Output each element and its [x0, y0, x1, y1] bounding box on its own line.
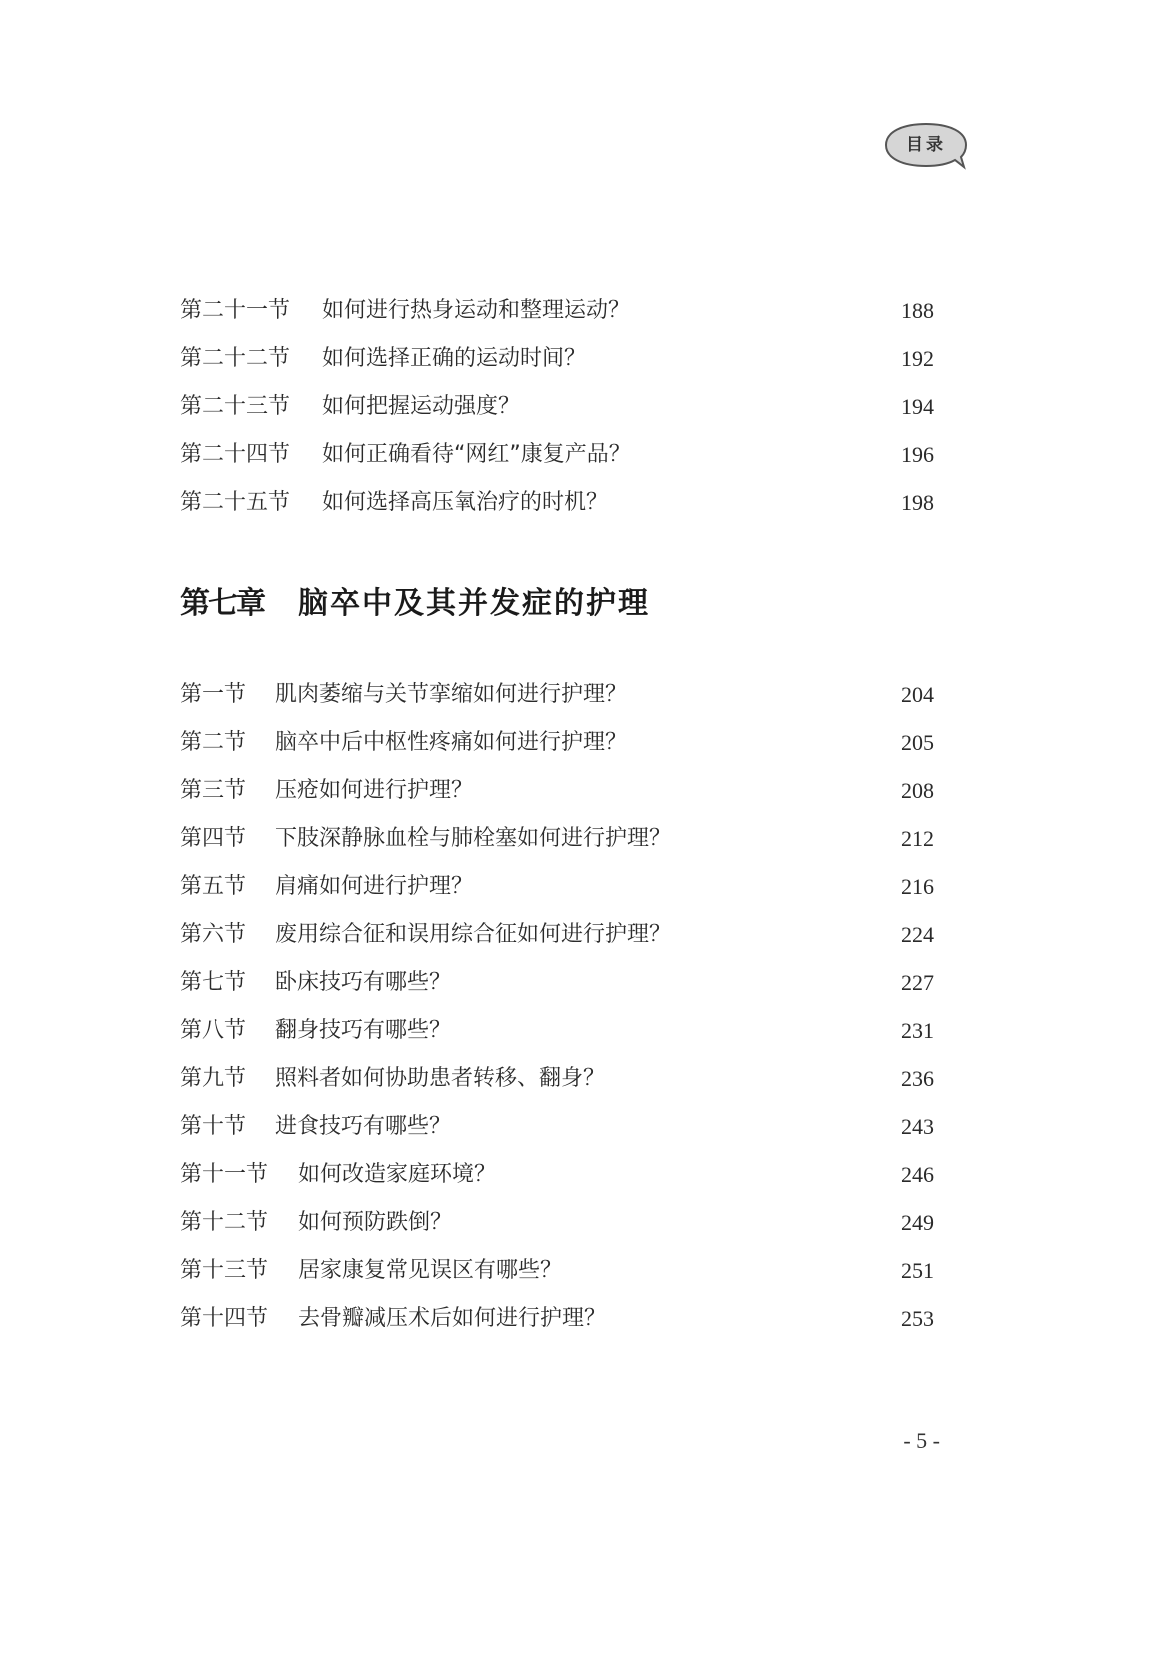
toc-section-title: 废用综合征和误用综合征如何进行护理？	[275, 922, 672, 947]
toc-entry[interactable]	[180, 1247, 934, 1295]
toc-section-number: 第二十二节	[180, 346, 291, 371]
toc-page-number: 205	[901, 730, 934, 755]
toc-entry[interactable]	[180, 959, 934, 1007]
toc-badge	[882, 120, 970, 174]
toc-section-number: 第二十一节	[180, 298, 291, 323]
toc-section-title: 卧床技巧有哪些？	[275, 970, 452, 995]
toc-section-number: 第二十五节	[180, 490, 291, 515]
toc-list-chapter-7	[180, 671, 934, 1343]
toc-entry[interactable]	[180, 1103, 934, 1151]
toc-entry[interactable]	[180, 287, 934, 335]
toc-page-number: 204	[901, 682, 934, 707]
toc-section-title: 压疮如何进行护理？	[275, 778, 474, 803]
toc-section-title: 如何选择高压氧治疗的时机？	[322, 490, 609, 515]
toc-entry[interactable]	[180, 1151, 934, 1199]
toc-section-title: 脑卒中后中枢性疼痛如何进行护理？	[275, 730, 628, 755]
toc-section-number: 第二节	[180, 730, 247, 755]
toc-entry[interactable]	[180, 479, 934, 527]
toc-page-number: 196	[901, 442, 934, 467]
toc-page-number: 231	[901, 1018, 934, 1043]
toc-section-title: 翻身技巧有哪些？	[275, 1018, 452, 1043]
toc-entry[interactable]	[180, 1295, 934, 1343]
page-number: - 5 -	[903, 1428, 940, 1453]
toc-entry[interactable]	[180, 1007, 934, 1055]
toc-page-number: 227	[901, 970, 934, 995]
toc-section-number: 第三节	[180, 778, 247, 803]
toc-section-number: 第九节	[180, 1066, 247, 1091]
toc-section-title: 照料者如何协助患者转移、翻身？	[275, 1066, 606, 1091]
toc-section-title: 肩痛如何进行护理？	[275, 874, 474, 899]
toc-entry[interactable]	[180, 1199, 934, 1247]
toc-page-number: 194	[901, 394, 934, 419]
toc-section-title: 如何改造家庭环境？	[298, 1162, 497, 1187]
toc-page-number: 208	[901, 778, 934, 803]
toc-entry[interactable]	[180, 863, 934, 911]
toc-section-number: 第十二节	[180, 1210, 269, 1235]
toc-page-number: 246	[901, 1162, 934, 1187]
chapter-title: 脑卒中及其并发症的护理	[298, 586, 650, 621]
toc-section-title: 居家康复常见误区有哪些？	[298, 1258, 563, 1283]
toc-section-number: 第一节	[180, 682, 247, 707]
toc-entry[interactable]	[180, 383, 934, 431]
toc-section-number: 第十一节	[180, 1162, 269, 1187]
toc-entry[interactable]	[180, 671, 934, 719]
toc-entry[interactable]	[180, 767, 934, 815]
toc-entry[interactable]	[180, 815, 934, 863]
toc-entry[interactable]	[180, 1055, 934, 1103]
toc-page-number: 243	[901, 1114, 934, 1139]
toc-section-number: 第四节	[180, 826, 247, 851]
toc-page-number: 224	[901, 922, 934, 947]
toc-section-number: 第十四节	[180, 1306, 269, 1331]
toc-section-title: 如何进行热身运动和整理运动？	[322, 298, 631, 323]
toc-section-number: 第二十三节	[180, 394, 291, 419]
toc-entry[interactable]	[180, 911, 934, 959]
toc-page-number: 198	[901, 490, 934, 515]
toc-section-title: 如何正确看待“网红”康复产品？	[322, 442, 631, 467]
toc-section-number: 第六节	[180, 922, 247, 947]
toc-badge-label: 目录	[906, 135, 946, 155]
toc-section-title: 如何选择正确的运动时间？	[322, 346, 587, 371]
toc-page-number: 251	[901, 1258, 934, 1283]
toc-section-number: 第七节	[180, 970, 247, 995]
toc-page-number: 249	[901, 1210, 934, 1235]
toc-entry[interactable]	[180, 431, 934, 479]
toc-section-title: 下肢深静脉血栓与肺栓塞如何进行护理？	[275, 826, 672, 851]
toc-section-number: 第十节	[180, 1114, 247, 1139]
toc-list-previous-chapter	[180, 287, 934, 527]
toc-section-title: 如何预防跌倒？	[298, 1210, 453, 1235]
toc-page-number: 236	[901, 1066, 934, 1091]
toc-section-title: 如何把握运动强度？	[322, 394, 521, 419]
toc-section-title: 进食技巧有哪些？	[275, 1114, 452, 1139]
toc-page-number: 192	[901, 346, 934, 371]
toc-section-number: 第五节	[180, 874, 247, 899]
toc-page-number: 216	[901, 874, 934, 899]
toc-entry[interactable]	[180, 335, 934, 383]
toc-section-number: 第二十四节	[180, 442, 291, 467]
chapter-number: 第七章	[180, 586, 264, 621]
toc-page-number: 212	[901, 826, 934, 851]
toc-section-title: 肌肉萎缩与关节挛缩如何进行护理？	[275, 682, 628, 707]
toc-section-number: 第十三节	[180, 1258, 269, 1283]
toc-section-title: 去骨瓣减压术后如何进行护理？	[298, 1306, 607, 1331]
toc-page-number: 188	[901, 298, 934, 323]
toc-page-number: 253	[901, 1306, 934, 1331]
toc-entry[interactable]	[180, 719, 934, 767]
toc-section-number: 第八节	[180, 1018, 247, 1043]
